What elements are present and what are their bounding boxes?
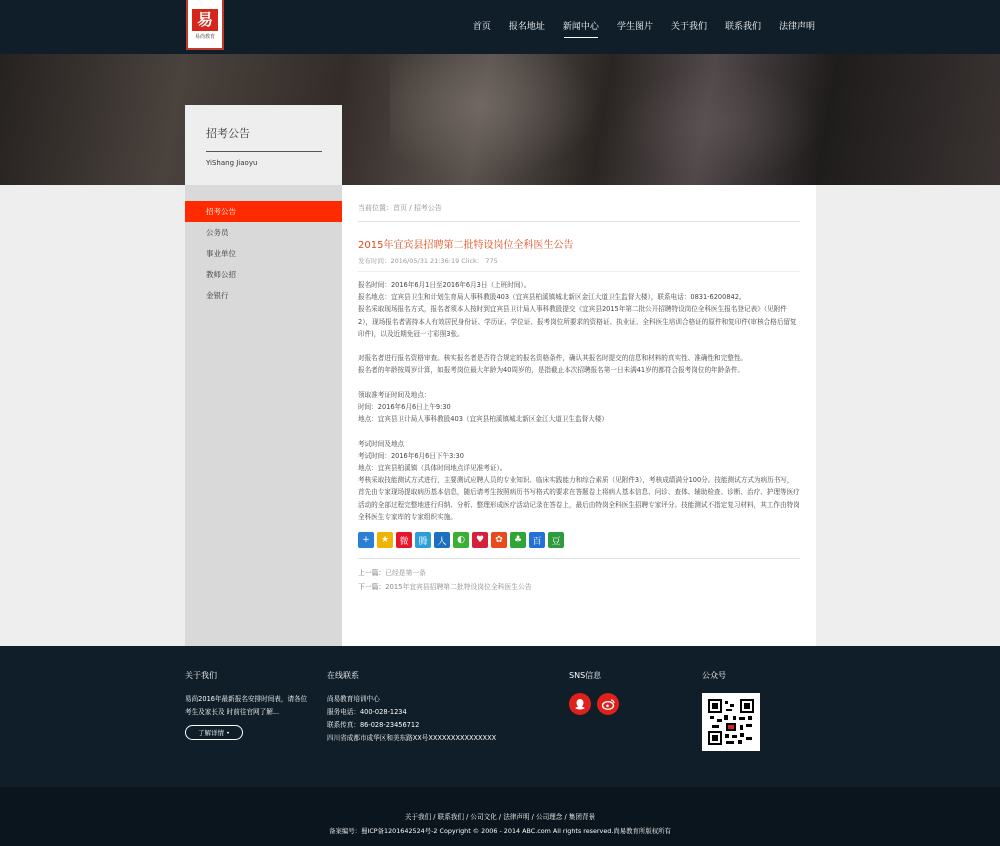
article-paragraph: 报名采取现场报名方式，报名者须本人按时到宜宾县卫计局人事科教股提交《宜宾县2015年第二批公开招聘特设岗位全科医生报名登记表》（见附件2），现场报名者需持本人有效居民身份证、学历证、学位证、报考岗位所要求的资格证、执业证、全科医生培训合格证的原件和复印件(审核合格后留复印件)，以及近期免冠一寸彩照3张。	[358, 305, 797, 338]
hero-banner-image	[0, 54, 1000, 185]
footer-contact-line: 服务电话：400-028-1234	[327, 708, 407, 716]
footer-contact	[327, 670, 527, 745]
qr-code-image	[702, 693, 760, 751]
logo-text: 易尚教育	[194, 33, 215, 40]
nav-contact[interactable]: 联系我们	[724, 22, 761, 32]
weibo-icon[interactable]	[597, 693, 619, 715]
sidebar-subtitle: YiShang Jiaoyu	[206, 159, 258, 167]
article-paragraph: 报名地点：宜宾县卫生和计划生育局人事科教股403（宜宾县柏溪镇城北新区金江大道卫生监督大楼），联系电话：0831-6200842。	[358, 293, 746, 302]
article-paragraph: 考核采取技能测试方式进行，主要测试应聘人员的专业知识、临床实践能力和综合素质（见附件3），考核成绩满分100分。技能测试方式为病历书写，首先由专家现场提取病历基本信息，随后请考生按照病历书写格式的要求在答题卷上将病人基本信息、问诊、查体、辅助检查、诊断、治疗、护理等医疗活动的全部过程完整地进行归纳、分析、整理形成医疗活动记录在答卷上，最后由特岗全科医生招聘专家评分。技能测试不指定复习材料，其工作由特岗全科医生专家库的专家组织实施。	[358, 476, 800, 521]
sidebar-item-civil-servant[interactable]: 公务员	[206, 228, 229, 237]
douban-icon[interactable]: 豆	[548, 532, 564, 548]
qq-icon[interactable]	[569, 693, 591, 715]
footer-contact-line: 四川省成都市成华区和美东路XX号XXXXXXXXXXXXXXX	[327, 734, 497, 742]
sidebar	[185, 185, 342, 646]
footer-contact-title: 在线联系	[327, 671, 359, 680]
next-label: 下一篇：	[358, 583, 386, 592]
article-paragraph: 地点：宜宾县柏溪镇（具体时间地点详见准考证）。	[358, 464, 507, 472]
article-paragraph: 报名时间：2016年6月1日至2016年6月3日（上班时间）。	[358, 281, 531, 289]
breadcrumb-current[interactable]: 招考公告	[413, 204, 442, 212]
article-paragraph: 地点：宜宾县卫计局人事科教股403（宜宾县柏溪镇城北新区金江大道卫生监督大楼）	[358, 415, 608, 424]
article-meta: 发布时间：2016/05/31 21:36:19 Click： 775	[358, 256, 800, 272]
sidebar-item-bank[interactable]: 金银行	[206, 291, 229, 300]
footer-links[interactable]: 关于我们 / 联系我们 / 公司文化 / 法律声明 / 公司理念 / 集团背景	[404, 813, 596, 821]
nav-about[interactable]: 关于我们	[670, 22, 707, 32]
footer-qr	[702, 670, 782, 751]
main-content	[342, 185, 816, 646]
sidebar-title-box	[185, 105, 342, 185]
nav-home[interactable]: 首页	[472, 22, 491, 32]
sidebar-item-teacher-recruitment[interactable]: 教师公招	[206, 270, 236, 279]
article-paragraph: 考试时间及地点	[358, 439, 405, 448]
heart-icon[interactable]: ♥	[472, 532, 488, 548]
breadcrumb	[358, 203, 800, 222]
next-article-link[interactable]: 2015年宜宾县招聘第二批特设岗位全科医生公告	[385, 583, 532, 592]
sidebar-title: 招考公告	[206, 125, 322, 152]
tencent-weibo-icon[interactable]: 腾	[415, 532, 431, 548]
article-paragraph: 领取准考证时间及地点：	[358, 390, 431, 399]
site-logo[interactable]	[186, 0, 224, 50]
next-article	[358, 580, 800, 594]
breadcrumb-prefix: 当前位置：	[358, 204, 393, 212]
article-title: 2015年宜宾县招聘第二批特设岗位全科医生公告	[358, 240, 574, 251]
nav-news[interactable]: 新闻中心	[554, 0, 608, 54]
prev-next-nav	[358, 566, 800, 594]
logo-mark: 易	[192, 9, 218, 31]
footer-contact-line: 联系传真：86-028-23456712	[327, 721, 420, 729]
sidebar-item-exam-notice[interactable]: 招考公告	[185, 201, 342, 222]
nav-registration[interactable]: 报名地址	[508, 22, 545, 32]
site-header	[0, 0, 1000, 54]
footer-sns-title: SNS信息	[569, 671, 602, 680]
clover-icon[interactable]: ♣	[510, 532, 526, 548]
learn-more-button[interactable]: 了解详情 •	[185, 725, 243, 740]
prev-label: 上一篇：	[358, 569, 386, 578]
footer-contact-line: 尚易教育培训中心	[327, 695, 380, 703]
wechat-icon[interactable]: ◐	[453, 532, 469, 548]
baidu-icon[interactable]: 百	[529, 532, 545, 548]
footer-qr-title: 公众号	[702, 671, 726, 680]
nav-legal[interactable]: 法律声明	[778, 22, 815, 32]
breadcrumb-home[interactable]: 首页	[393, 204, 407, 212]
qzone-icon[interactable]: ★	[377, 532, 393, 548]
share-bar	[358, 532, 800, 559]
flower-icon[interactable]: ✿	[491, 532, 507, 548]
prev-article-link[interactable]: 已经是第一条	[385, 569, 426, 578]
article-paragraph: 考试时间：2016年6月6日下午3:30	[358, 451, 464, 460]
footer-sns	[569, 670, 649, 715]
weibo-icon[interactable]: 微	[396, 532, 412, 548]
main-nav	[464, 0, 815, 54]
renren-icon[interactable]: 人	[434, 532, 450, 548]
copyright-text: 备案编号：蜀ICP备1201642524号-2 Copyright © 2006 - 2014 ABC.com All rights reserved.尚易教育所版权所有	[329, 827, 671, 835]
footer-about	[185, 670, 310, 740]
article-paragraph: 对报名者进行报名资格审查。核实报名者是否符合规定的报名资格条件，确认其报名时提交的信息和材料的真实性、准确性和完整性。	[358, 354, 748, 363]
more-share-icon[interactable]: +	[358, 532, 374, 548]
footer-about-title: 关于我们	[185, 671, 217, 680]
nav-student-photos[interactable]: 学生图片	[616, 22, 653, 32]
sidebar-item-public-institution[interactable]: 事业单位	[206, 249, 236, 258]
footer-about-text: 易尚2016年最新报名安排时间表，请各位考生及家长及 时前往官网了解...	[185, 695, 308, 716]
breadcrumb-separator: /	[407, 204, 414, 212]
article-body	[358, 279, 800, 523]
article-paragraph: 报名者的年龄按周岁计算，如报考岗位最大年龄为40周岁的，是指截止本次招聘报名第一日未满41岁的都符合报考岗位的年龄条件。	[358, 366, 745, 375]
article-paragraph: 时间：2016年6月6日上午9:30	[358, 403, 451, 411]
copyright-bar	[0, 787, 1000, 846]
site-footer	[0, 646, 1000, 787]
prev-article	[358, 566, 800, 580]
